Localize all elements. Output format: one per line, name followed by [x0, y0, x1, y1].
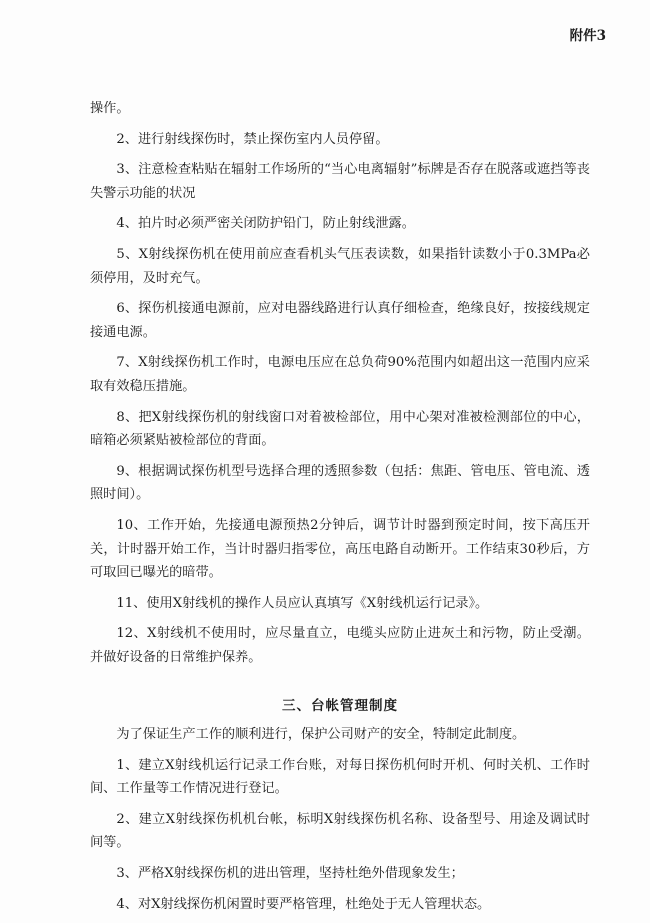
section-title: 三、台帐管理制度 [282, 698, 398, 715]
continuation-text: 操作。 [90, 101, 130, 116]
rule-item-12: 12、X射线机不使用时，应尽量直立，电缆头应防止进灰土和污物，防止受潮。并做好设备的日常维护保养。 [90, 626, 590, 665]
section-intro: 为了保证生产工作的顺利进行，保护公司财产的安全，特制定此制度。 [116, 727, 526, 743]
ledger-item-2: 2、建立X射线探伤机机台帐，标明X射线探伤机名称、设备型号、用途及调试时间等。 [90, 811, 590, 851]
rule-item-8: 8、把X射线探伤机的射线窗口对着被检部位，用中心架对准被检测部位的中心，暗箱必须紧贴被检部位的背面。 [90, 409, 590, 449]
ledger-item-3: 3、严格X射线探伤机的进出管理，坚持杜绝外借现象发生； [116, 866, 464, 882]
rule-item-5: 5、X射线探伤机在使用前应查看机头气压表读数，如果指针读数小于0.3MPa必须停用，及时充气。 [90, 246, 590, 286]
attachment-label: 附件3 [569, 28, 606, 44]
document-body [90, 97, 590, 923]
rule-item-2: 2、进行射线探伤时，禁止探伤室内人员停留。 [116, 131, 389, 147]
ledger-item-1: 1、建立X射线机运行记录工作台账，对每日探伤机何时开机、何时关机、工作时间、工作量等工作情况进行登记。 [90, 757, 590, 797]
rule-item-11: 11、使用X射线机的操作人员应认真填写《X射线机运行记录》。 [116, 595, 489, 611]
rule-item-7: 7、X射线探伤机工作时，电源电压应在总负荷90%范围内如超出这一范围内应采取有效稳压措施。 [90, 355, 590, 394]
rule-item-6: 6、探伤机接通电源前，应对电器线路进行认真仔细检查，绝缘良好，按接线规定接通电源。 [90, 301, 590, 340]
rule-item-10: 10、工作开始，先接通电源预热2分钟后，调节计时器到预定时间，按下高压开关，计时器开始工作，当计时器归指零位，高压电路自动断开。工作结束30秒后，方可取回已曝光的暗带。 [90, 517, 590, 581]
rule-item-3: 3、注意检查粘贴在辐射工作场所的“当心电离辐射”标牌是否存在脱落或遮挡等丧失警示功能的状况 [90, 162, 590, 201]
rule-item-9: 9、根据调试探伤机型号选择合理的透照参数（包括：焦距、管电压、管电流、透照时间）。 [90, 463, 590, 503]
ledger-item-4: 4、对X射线探伤机闲置时要严格管理，杜绝处于无人管理状态。 [116, 896, 491, 912]
rule-item-4: 4、拍片时必须严密关闭防护铅门，防止射线泄露。 [116, 216, 415, 232]
